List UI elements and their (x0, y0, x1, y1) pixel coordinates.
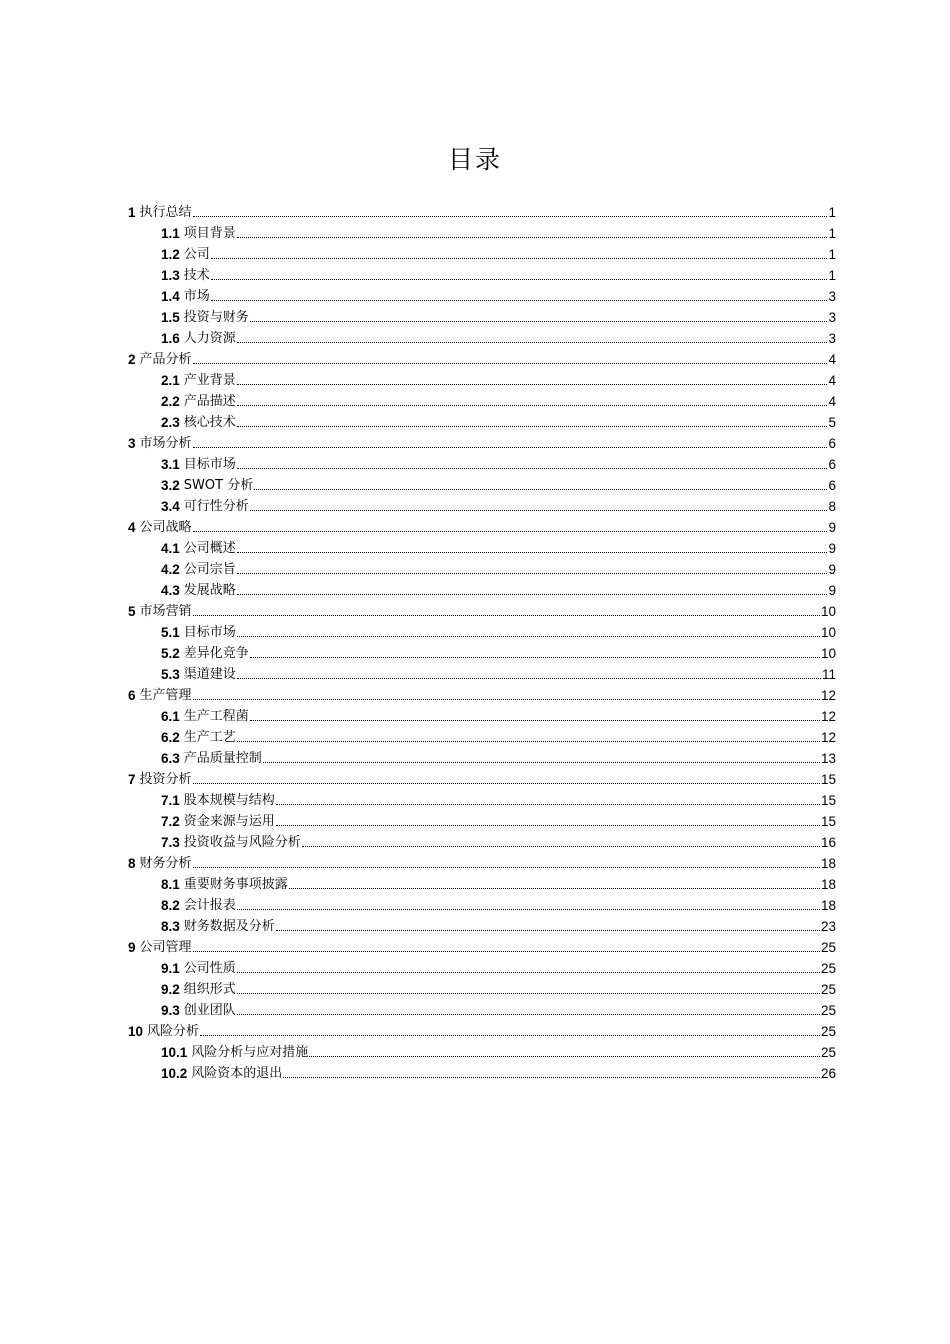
toc-section-entry[interactable] (128, 578, 836, 599)
toc-entry-title: 生产管理 (139, 688, 192, 703)
toc-section-entry[interactable] (128, 263, 836, 284)
toc-entry-title: SWOT 分析 (183, 478, 254, 493)
toc-dot-leader (237, 992, 820, 994)
toc-entry-number: 1.3 (161, 268, 180, 283)
toc-dot-leader (200, 1034, 820, 1036)
toc-entry-title: 市场分析 (139, 436, 192, 451)
toc-dot-leader (237, 908, 820, 910)
toc-page-number: 8 (828, 499, 836, 514)
toc-section-entry[interactable] (128, 914, 836, 935)
toc-entry-title: 产品质量控制 (183, 751, 262, 766)
toc-dot-leader (193, 614, 820, 616)
toc-page-number: 16 (820, 835, 836, 850)
toc-page-number: 1 (828, 226, 836, 241)
toc-entry-title: 组织形式 (183, 982, 236, 997)
toc-dot-leader (211, 257, 827, 259)
toc-page-number: 1 (828, 268, 836, 283)
toc-entry-number: 10.1 (161, 1045, 188, 1060)
toc-entry-title: 生产工程菌 (183, 709, 249, 724)
toc-page-number: 4 (828, 394, 836, 409)
toc-entry-title: 创业团队 (183, 1003, 236, 1018)
toc-entry-number: 10.2 (161, 1066, 188, 1081)
toc-entry-number: 7.1 (161, 793, 180, 808)
toc-page-number: 10 (820, 604, 836, 619)
toc-section-entry[interactable] (128, 872, 836, 893)
toc-page-number: 12 (820, 709, 836, 724)
toc-page-number: 1 (828, 247, 836, 262)
toc-entry-number: 7.2 (161, 814, 180, 829)
toc-dot-leader (237, 341, 827, 343)
toc-page-number: 3 (828, 310, 836, 325)
toc-page-number: 10 (820, 625, 836, 640)
toc-page-number: 15 (820, 814, 836, 829)
toc-entry-title: 人力资源 (183, 331, 236, 346)
toc-section-entry[interactable] (128, 389, 836, 410)
toc-page-number: 26 (820, 1066, 836, 1081)
toc-entry-number: 9 (128, 940, 136, 955)
toc-entry-number: 10 (128, 1024, 144, 1039)
toc-section-entry[interactable] (128, 620, 836, 641)
toc-entry-title: 财务数据及分析 (183, 919, 275, 934)
toc-chapter-entry[interactable] (128, 767, 836, 788)
toc-dot-leader (237, 677, 821, 679)
toc-dot-leader (237, 593, 827, 595)
toc-entry-title: 公司 (183, 247, 210, 262)
toc-entry-title: 重要财务事项披露 (183, 877, 288, 892)
toc-section-entry[interactable] (128, 326, 836, 347)
toc-dot-leader (237, 236, 827, 238)
toc-dot-leader (254, 488, 827, 490)
toc-entry-number: 5 (128, 604, 136, 619)
toc-entry-number: 4.3 (161, 583, 180, 598)
toc-chapter-entry[interactable] (128, 347, 836, 368)
toc-page-number: 9 (828, 583, 836, 598)
toc-dot-leader (276, 929, 820, 931)
toc-entry-number: 5.3 (161, 667, 180, 682)
toc-page-number: 13 (820, 751, 836, 766)
toc-dot-leader (237, 404, 827, 406)
toc-dot-leader (250, 320, 827, 322)
toc-section-entry[interactable] (128, 1040, 836, 1061)
toc-dot-leader (193, 698, 820, 700)
toc-page-number: 25 (820, 1003, 836, 1018)
toc-dot-leader (193, 866, 820, 868)
toc-entry-title: 会计报表 (183, 898, 236, 913)
toc-page-number: 3 (828, 289, 836, 304)
toc-dot-leader (309, 1055, 820, 1057)
toc-entry-title: 公司性质 (183, 961, 236, 976)
toc-page-number: 12 (820, 688, 836, 703)
toc-entry-number: 5.1 (161, 625, 180, 640)
toc-entry-number: 1.4 (161, 289, 180, 304)
toc-page-number: 15 (820, 772, 836, 787)
toc-entry-number: 8 (128, 856, 136, 871)
toc-section-entry[interactable] (128, 893, 836, 914)
toc-dot-leader (211, 299, 827, 301)
toc-dot-leader (302, 845, 820, 847)
toc-dot-leader (237, 572, 827, 574)
toc-dot-leader (237, 971, 820, 973)
toc-dot-leader (193, 446, 827, 448)
toc-entry-title: 产业背景 (183, 373, 236, 388)
toc-page-number: 3 (828, 331, 836, 346)
toc-chapter-entry[interactable] (128, 851, 836, 872)
toc-entry-title: 发展战略 (183, 583, 236, 598)
toc-entry-title: 投资收益与风险分析 (183, 835, 301, 850)
toc-dot-leader (250, 656, 820, 658)
toc-chapter-entry[interactable] (128, 683, 836, 704)
toc-dot-leader (193, 215, 827, 217)
toc-entry-title: 风险分析与应对措施 (191, 1045, 309, 1060)
toc-chapter-entry[interactable] (128, 1019, 836, 1040)
toc-entry-number: 8.3 (161, 919, 180, 934)
toc-page-number: 15 (820, 793, 836, 808)
toc-entry-number: 6.1 (161, 709, 180, 724)
toc-dot-leader (276, 803, 820, 805)
toc-entry-number: 2 (128, 352, 136, 367)
toc-section-entry[interactable] (128, 410, 836, 431)
toc-dot-leader (276, 824, 820, 826)
toc-dot-leader (237, 467, 827, 469)
toc-entry-number: 1.5 (161, 310, 180, 325)
toc-entry-number: 9.1 (161, 961, 180, 976)
toc-entry-number: 8.1 (161, 877, 180, 892)
toc-page-number: 25 (820, 961, 836, 976)
toc-entry-number: 7.3 (161, 835, 180, 850)
toc-page-number: 25 (820, 940, 836, 955)
toc-page-number: 12 (820, 730, 836, 745)
toc-section-entry[interactable] (128, 956, 836, 977)
toc-section-entry[interactable] (128, 242, 836, 263)
toc-entry-number: 3.1 (161, 457, 180, 472)
toc-dot-leader (211, 278, 827, 280)
toc-dot-leader (237, 1013, 820, 1015)
toc-section-entry[interactable] (128, 998, 836, 1019)
toc-dot-leader (263, 761, 820, 763)
toc-section-entry[interactable] (128, 704, 836, 725)
toc-chapter-entry[interactable] (128, 431, 836, 452)
toc-dot-leader (193, 950, 820, 952)
toc-section-entry[interactable] (128, 284, 836, 305)
toc-page-number: 4 (828, 352, 836, 367)
toc-page-number: 1 (828, 205, 836, 220)
toc-section-entry[interactable] (128, 473, 836, 494)
toc-entry-title: 执行总结 (139, 205, 192, 220)
toc-page-number: 18 (820, 856, 836, 871)
toc-dot-leader (193, 530, 827, 532)
toc-page-number: 18 (820, 898, 836, 913)
toc-section-entry[interactable] (128, 977, 836, 998)
toc-entry-title: 风险资本的退出 (191, 1066, 283, 1081)
toc-page-number: 9 (828, 541, 836, 556)
toc-section-entry[interactable] (128, 641, 836, 662)
toc-section-entry[interactable] (128, 746, 836, 767)
page-title: 目录 (447, 145, 502, 174)
toc-entry-title: 财务分析 (139, 856, 192, 871)
toc-page-number: 11 (821, 667, 836, 682)
toc-page-number: 18 (820, 877, 836, 892)
toc-entry-number: 3.4 (161, 499, 180, 514)
toc-entry-number: 4 (128, 520, 136, 535)
toc-entry-number: 2.2 (161, 394, 180, 409)
toc-entry-number: 9.3 (161, 1003, 180, 1018)
toc-chapter-entry[interactable] (128, 200, 836, 221)
toc-entry-title: 公司概述 (183, 541, 236, 556)
toc-section-entry[interactable] (128, 305, 836, 326)
toc-entry-title: 投资分析 (139, 772, 192, 787)
toc-chapter-entry[interactable] (128, 515, 836, 536)
toc-entry-title: 投资与财务 (183, 310, 249, 325)
toc-entry-title: 公司管理 (139, 940, 192, 955)
toc-section-entry[interactable] (128, 788, 836, 809)
toc-entry-number: 6 (128, 688, 136, 703)
toc-entry-title: 风险分析 (147, 1024, 200, 1039)
toc-entry-number: 1 (128, 205, 136, 220)
toc-section-entry[interactable] (128, 809, 836, 830)
toc-section-entry[interactable] (128, 725, 836, 746)
toc-dot-leader (237, 740, 820, 742)
toc-section-entry[interactable] (128, 494, 836, 515)
toc-entry-title: 公司战略 (139, 520, 192, 535)
toc-entry-title: 目标市场 (183, 625, 236, 640)
toc-entry-title: 差异化竞争 (183, 646, 249, 661)
toc-dot-leader (289, 887, 820, 889)
toc-entry-title: 核心技术 (183, 415, 236, 430)
toc-page-number: 9 (828, 520, 836, 535)
toc-entry-number: 1.2 (161, 247, 180, 262)
toc-page-number: 6 (828, 436, 836, 451)
toc-entry-number: 6.3 (161, 751, 180, 766)
toc-entry-number: 3.2 (161, 478, 180, 493)
toc-dot-leader (193, 782, 820, 784)
toc-dot-leader (237, 425, 827, 427)
toc-entry-number: 4.2 (161, 562, 180, 577)
toc-entry-number: 8.2 (161, 898, 180, 913)
toc-section-entry[interactable] (128, 221, 836, 242)
toc-entry-title: 市场 (183, 289, 210, 304)
toc-entry-title: 公司宗旨 (183, 562, 236, 577)
toc-page-number: 6 (828, 478, 836, 493)
toc-section-entry[interactable] (128, 662, 836, 683)
toc-page-number: 25 (820, 1045, 836, 1060)
toc-section-entry[interactable] (128, 1061, 836, 1082)
toc-entry-number: 6.2 (161, 730, 180, 745)
toc-entry-number: 7 (128, 772, 136, 787)
toc-dot-leader (283, 1076, 820, 1078)
toc-entry-title: 市场营销 (139, 604, 192, 619)
toc-section-entry[interactable] (128, 368, 836, 389)
toc-chapter-entry[interactable] (128, 599, 836, 620)
toc-entry-number: 5.2 (161, 646, 180, 661)
toc-page-number: 9 (828, 562, 836, 577)
toc-page-number: 25 (820, 982, 836, 997)
toc-entry-title: 股本规模与结构 (183, 793, 275, 808)
toc-dot-leader (237, 551, 827, 553)
toc-section-entry[interactable] (128, 830, 836, 851)
toc-page-number: 10 (820, 646, 836, 661)
toc-chapter-entry[interactable] (128, 935, 836, 956)
toc-dot-leader (250, 719, 820, 721)
toc-entry-number: 1.1 (161, 226, 180, 241)
toc-entry-number: 4.1 (161, 541, 180, 556)
toc-entry-title: 渠道建设 (183, 667, 236, 682)
toc-dot-leader (237, 383, 827, 385)
toc-entry-number: 9.2 (161, 982, 180, 997)
toc-entry-number: 1.6 (161, 331, 180, 346)
toc-entry-number: 3 (128, 436, 136, 451)
toc-page-number: 25 (820, 1024, 836, 1039)
toc-section-entry[interactable] (128, 557, 836, 578)
toc-entry-number: 2.3 (161, 415, 180, 430)
toc-entry-title: 可行性分析 (183, 499, 249, 514)
toc-entry-title: 项目背景 (183, 226, 236, 241)
toc-section-entry[interactable] (128, 536, 836, 557)
toc-entry-title: 目标市场 (183, 457, 236, 472)
toc-dot-leader (193, 362, 827, 364)
toc-section-entry[interactable] (128, 452, 836, 473)
toc-entry-title: 产品描述 (183, 394, 236, 409)
toc-entry-title: 技术 (183, 268, 210, 283)
toc-page-number: 6 (828, 457, 836, 472)
toc-entry-title: 产品分析 (139, 352, 192, 367)
toc-entry-number: 2.1 (161, 373, 180, 388)
toc-entry-title: 生产工艺 (183, 730, 236, 745)
toc-page-number: 4 (828, 373, 836, 388)
toc-dot-leader (237, 635, 820, 637)
toc-page-number: 23 (820, 919, 836, 934)
toc-entry-title: 资金来源与运用 (183, 814, 275, 829)
table-of-contents (128, 200, 836, 1082)
toc-page-number: 5 (828, 415, 836, 430)
toc-dot-leader (250, 509, 827, 511)
